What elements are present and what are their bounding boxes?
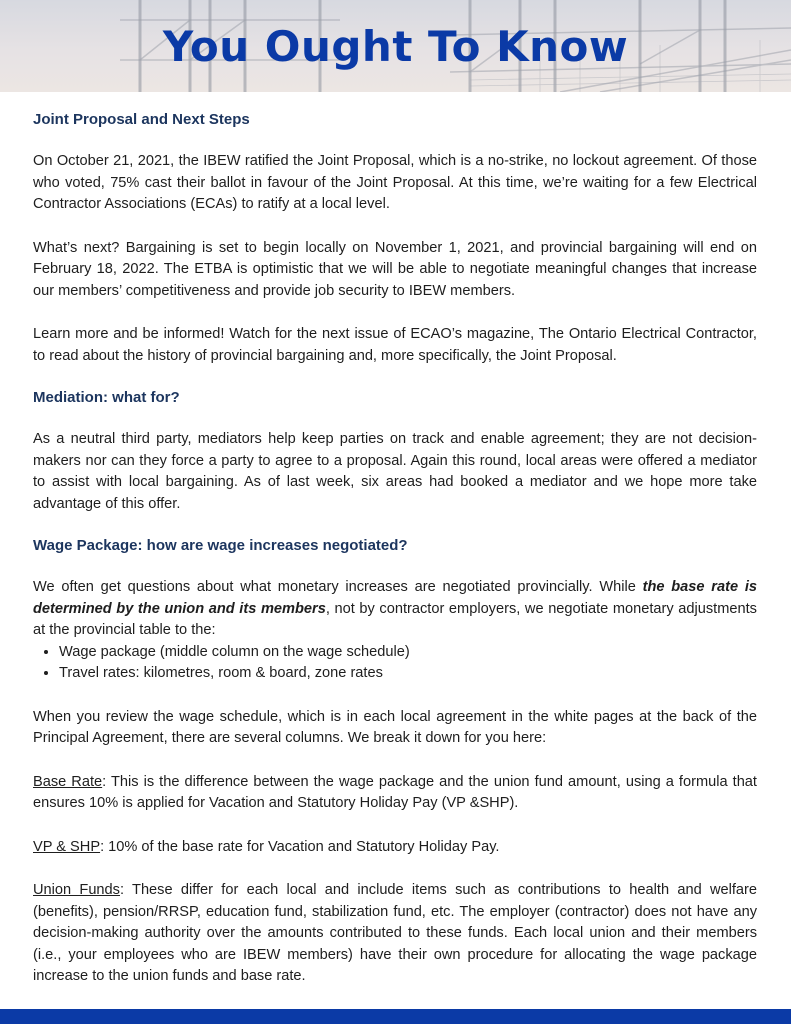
union-funds-text: : These differ for each local and include items such as contributions to health and welfare (benefits), pension/RRSP, education fund, stabilization fund, etc. The employer (contractor) does not have any decision-making authority over the amounts contributed to these funds. Each local union and their members (i.e., your employees who are IBEW members) have their own procedure for allocating the wage package increase to the union funds and base rate. <box>33 882 757 984</box>
vp-shp-term: VP & SHP <box>33 838 101 855</box>
wage-paragraph-1-before: We often get questions about what monetary increases are negotiated provincially. While <box>33 579 643 595</box>
base-rate-term: Base Rate <box>33 773 103 790</box>
wage-paragraph-1-after: , not by contractor employers, we negotiate monetary adjustments at the provincial table to the: <box>33 600 757 638</box>
mediation-paragraph: As a neutral third party, mediators help keep parties on track and enable agreement; they are not decision-makers nor can they force a party to agree to a proposal. Again this round, local areas were offered a mediator to assist with local bargaining. As of last week, six areas had booked a mediator and we hope more take advantage of this offer. <box>33 431 757 512</box>
vp-shp-text: : 10% of the base rate for Vacation and Statutory Holiday Pay. <box>100 838 500 855</box>
article-body <box>33 111 757 1010</box>
footer-bar <box>0 1009 791 1024</box>
list-item: • Travel rates: kilometres, room & board, zone rates <box>59 663 757 685</box>
wage-paragraph-1 <box>33 577 757 642</box>
list-item: • Wage package (middle column on the wage schedule) <box>59 642 757 664</box>
wage-paragraph-1-emphasis: the base rate is determined by the union and its members <box>33 579 758 617</box>
vp-shp-definition <box>33 837 757 859</box>
joint-proposal-paragraph-3: Learn more and be informed! Watch for the next issue of ECAO’s magazine, The Ontario Electrical Contractor, to read about the history of provincial bargaining and, more specifically, the Joint Proposal. <box>33 326 757 364</box>
wage-paragraph-2: When you review the wage schedule, which is in each local agreement in the white pages at the back of the Principal Agreement, there are several columns. We break it down for you here: <box>33 708 757 746</box>
base-rate-text: : This is the difference between the wage package and the union fund amount, using a formula that ensures 10% is applied for Vacation and Statutory Holiday Pay (VP &SHP). <box>33 773 757 811</box>
section-heading-mediation: Mediation: what for? <box>33 389 180 406</box>
section-heading-joint-proposal: Joint Proposal and Next Steps <box>33 111 250 128</box>
union-funds-term: Union Funds <box>33 882 120 898</box>
base-rate-definition <box>33 772 757 815</box>
section-heading-wage-package: Wage Package: how are wage increases negotiated? <box>33 537 408 554</box>
union-funds-definition <box>33 880 757 988</box>
wage-adjustment-list <box>33 642 757 685</box>
page-title: You Ought To Know <box>162 22 629 71</box>
joint-proposal-paragraph-1: On October 21, 2021, the IBEW ratified the Joint Proposal, which is a no-strike, no lockout agreement. Of those who voted, 75% cast their ballot in favour of the Joint Proposal. At this time, we’re waiting for a few Electrical Contractor Associations (ECAs) to ratify at a local level. <box>33 153 757 212</box>
header-banner <box>0 0 791 92</box>
joint-proposal-paragraph-2: What’s next? Bargaining is set to begin locally on November 1, 2021, and provincial bargaining will end on February 18, 2022. The ETBA is optimistic that we will be able to negotiate meaningful changes that increase our members’ competitiveness and provide job security to IBEW members. <box>33 239 757 299</box>
